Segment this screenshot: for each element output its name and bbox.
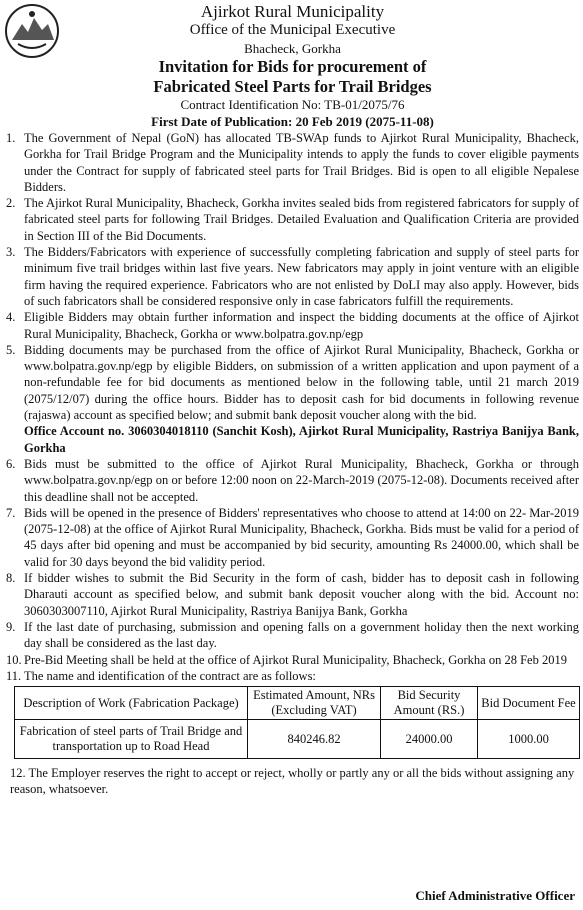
item-number: 8. (6, 571, 16, 586)
item-text: Eligible Bidders may obtain further information and inspect the bidding documents at the office of Ajirkot Rural Municipality, Bhacheck, Gorkha or www.bolpatra.gov.np/egp (24, 310, 579, 341)
employer-reservation: 12. The Employer reserves the right to accept or reject, wholly or partly any or all the bids without assigning any reason, whatsoever. (10, 766, 575, 797)
item-text: The Ajirkot Rural Municipality, Bhacheck, Gorkha invites sealed bids from registered fabricators for supply of fabricated steel parts for following Trail Bridges. Detailed Evaluation and Qualification Criteria are provided in Section III of the Bid Documents. (24, 196, 579, 243)
list-item (6, 130, 579, 195)
item-text: Bids must be submitted to the office of Ajirkot Rural Municipality, Bhacheck, Gorkha or through www.bolpatra.gov.np/egp on or before 12:00 noon on 22-March-2019 (2075-12-08). Documents received after this deadline shall not be accepted. (24, 456, 579, 504)
item-number: 7. (6, 505, 16, 520)
notice-title-line1: Invitation for Bids for procurement of (158, 57, 427, 76)
item-text: The Government of Nepal (GoN) has allocated TB-SWAp funds to Ajirkot Rural Municipality, Bhacheck, Gorkha for Trail Bridge Program and the Municipality intends to apply the funds to cover eligible payments under the Contract for supply of fabricated steel parts for Trail Bridges. Bid is open to all eligible Nepalese Bidders. (24, 131, 579, 194)
item-number: 10. (6, 652, 22, 667)
list-item (6, 505, 579, 570)
nepal-emblem-logo (4, 2, 60, 60)
item-text: Bidding documents may be purchased from the office of Ajirkot Rural Municipality, Bhacheck, Gorkha or www.bolpatra.gov.np/egp by eligible Bidders, on submission of a written application and upon payment of a non-refundable fee for bid documents as mentioned below in the following table, until 21 march 2019 (2075/12/07) during the office hours. Bidder has to deposit cash for bid documents in following revenue (rajaswa) account as specified below; and submit bank deposit voucher along with the bid. (24, 342, 579, 423)
item-text: The Bidders/Fabricators with experience of successfully completing fabrication and supply of steel parts for minimum five trail bridges within last five years. New fabricators may apply in joint venture with an eligible firm having the required experience. Fabricators who are not enlisted by DoLI may also apply. However, bids of such fabricators shall be considered responsive only in case fabricators fulfill the requirements. (24, 245, 579, 308)
contract-table (14, 686, 580, 759)
office-name: Office of the Municipal Executive (189, 22, 396, 38)
table-header-row (15, 687, 580, 720)
item-text: Pre-Bid Meeting shall be held at the office of Ajirkot Rural Municipality, Bhacheck, Gorkha on 28 Feb 2019 (24, 652, 567, 667)
item-text: The name and identification of the contract are as follows: (24, 668, 316, 683)
notice-title-line2: Fabricated Steel Parts for Trail Bridges (153, 77, 432, 96)
list-item (6, 244, 579, 309)
column-header: Bid Document Fee (478, 687, 580, 720)
item-number: 4. (6, 310, 16, 325)
notice-items (6, 130, 579, 684)
item-number: 2. (6, 196, 16, 211)
list-item (6, 652, 579, 668)
office-account: Office Account no. 3060304018110 (Sanchit Kosh), Ajirkot Rural Municipality, Rastriya Banijya Bank, Gorkha (24, 424, 579, 455)
list-item (6, 342, 579, 423)
list-item (6, 570, 579, 619)
table-cell: 1000.00 (478, 720, 580, 759)
item-number: 3. (6, 245, 16, 260)
table-cell: 24000.00 (381, 720, 478, 759)
notice-header (6, 2, 579, 130)
column-header: Estimated Amount, NRs (Excluding VAT) (248, 687, 381, 720)
item-number: 1. (6, 131, 16, 145)
item-text: If bidder wishes to submit the Bid Security in the form of cash, bidder has to deposit cash in following Dharauti account as specified below, and submit bank deposit voucher along with the bid. Account no: 3060303007110, Ajirkot Rural Municipality, Rastriya Banijya Bank, Gorkha (24, 571, 579, 618)
first-publication-date: First Date of Publication: 20 Feb 2019 (2075-11-08) (151, 114, 434, 129)
item-number: 11. (6, 668, 22, 683)
list-item (6, 619, 579, 652)
table-cell: Fabrication of steel parts of Trail Bridge and transportation up to Road Head (15, 720, 248, 759)
column-header: Description of Work (Fabrication Package) (15, 687, 248, 720)
item-number: 5. (6, 342, 16, 357)
table-cell: 840246.82 (248, 720, 381, 759)
list-item (6, 456, 579, 505)
item-number: 9. (6, 619, 16, 634)
column-header: Bid Security Amount (RS.) (381, 687, 478, 720)
list-item (6, 195, 579, 244)
list-item (6, 668, 579, 684)
signature: Chief Administrative Officer (415, 888, 575, 903)
table-row (15, 720, 580, 759)
item-number: 6. (6, 456, 16, 471)
office-location: Bhacheck, Gorkha (244, 41, 341, 56)
org-name: Ajirkot Rural Municipality (200, 2, 385, 21)
list-item (6, 309, 579, 342)
item-text: Bids will be opened in the presence of Bidders' representatives who choose to attend at 14:00 on 22- Mar-2019 (2075-12-08) at the office of Ajirkot Rural Municipality, Bhacheck, Gorkha. Bids must be valid for a period of 45 days after bid opening and must be accompanied by bid security, amounting Rs 24000.00, which shall be valid for 30 days beyond the bid validity period. (24, 505, 579, 569)
contract-id: Contract Identification No: TB-01/2075/76 (180, 97, 405, 112)
item-text: If the last date of purchasing, submission and opening falls on a government holiday then the next working day shall be considered as the last day. (24, 619, 579, 651)
